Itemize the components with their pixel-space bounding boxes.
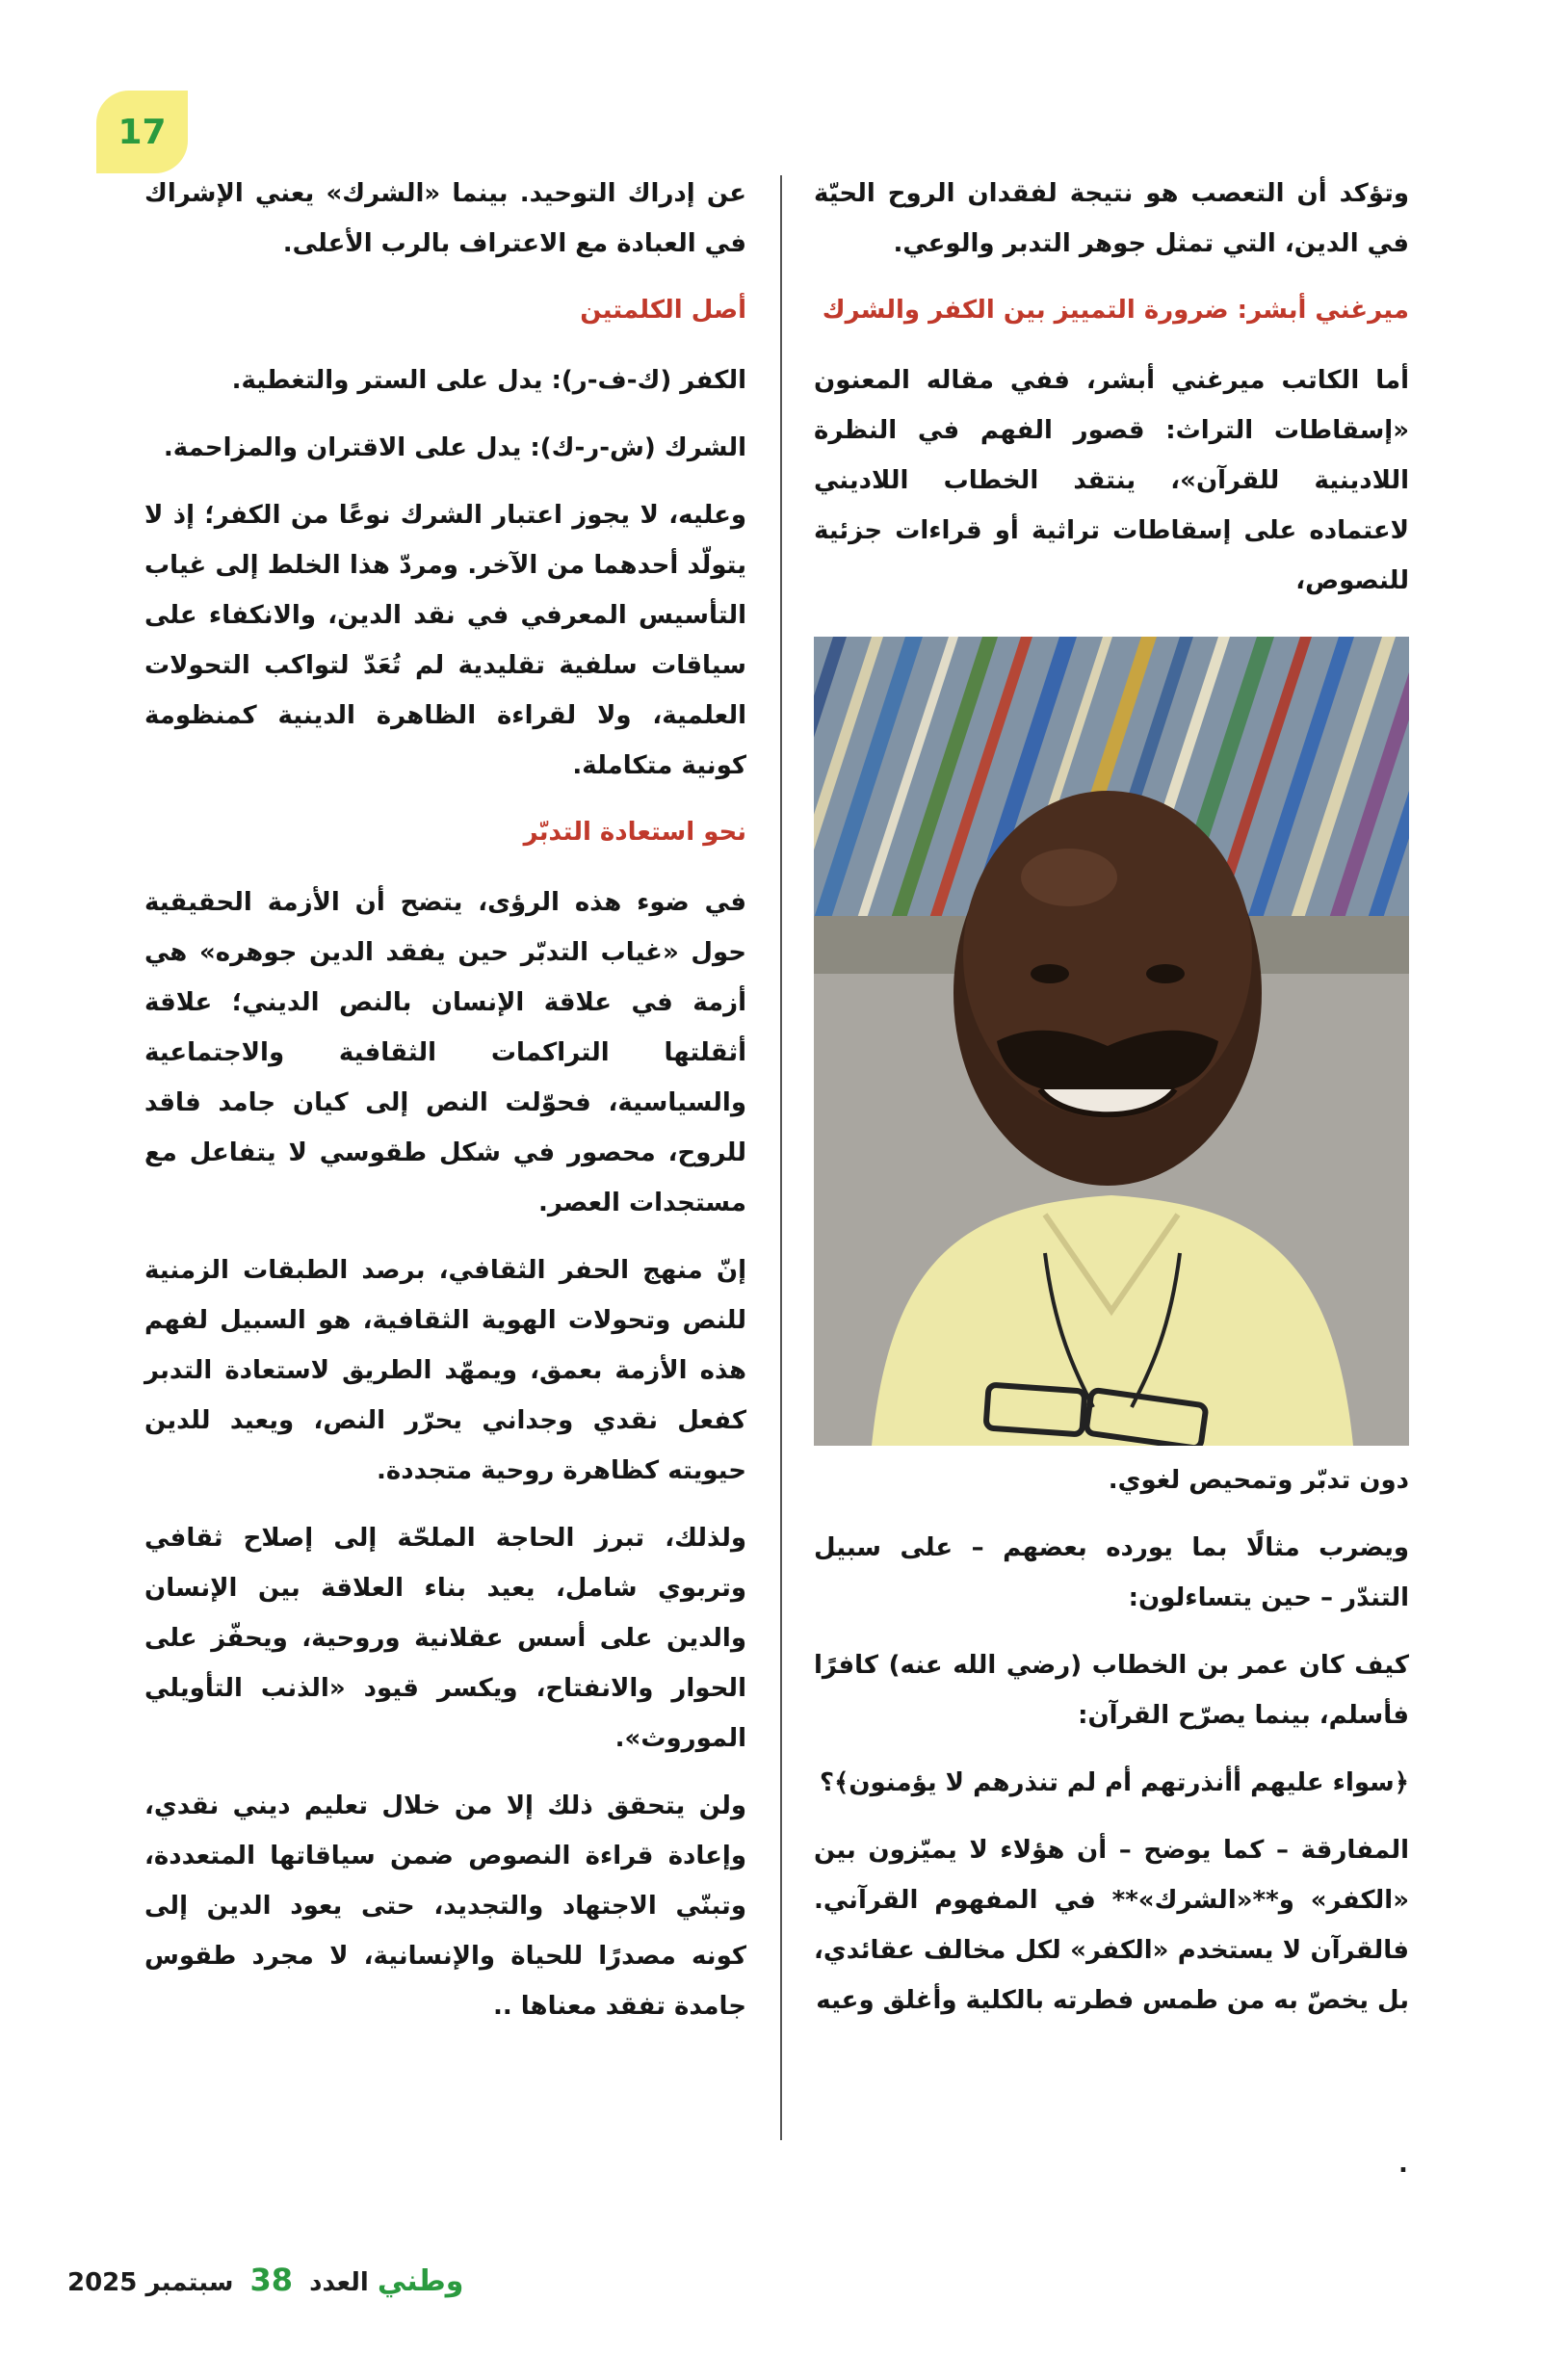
magazine-name: وطني [377,2264,464,2298]
right-column [814,169,1409,2043]
page-number: 17 [118,112,167,152]
quran-verse: ﴿سواء عليهم أأنذرتهم أم لم تنذرهم لا يؤمنون﴾؟ [820,1768,1409,1797]
definition-kufr: الكفر (ك-ف-ر): يدل على الستر والتغطية. [231,366,746,395]
paragraph: أما الكاتب ميرغني أبشر، ففي مقاله المعنون «إسقاطات التراث: قصور الفهم في النظرة اللادينية للقرآن»، ينتقد الخطاب اللاديني لاعتماده على إسقاطات تراثية أو قراءات جزئية للنصوص، [814,366,1409,595]
section-heading: ميرغني أبشر: ضرورة التمييز بين الكفر والشرك [822,296,1409,325]
page-footer [67,2262,463,2298]
issue-month: سبتمبر [145,2268,234,2297]
page-number-badge [96,91,188,173]
issue-year: 2025 [67,2268,138,2297]
definition-shirk: الشرك (ش-ر-ك): يدل على الاقتران والمزاحمة. [163,433,746,462]
left-column [144,169,746,2049]
paragraph: ويضرب مثالًا بما يورده بعضهم – على سبيل التندّر – حين يتساءلون: [814,1533,1409,1612]
paragraph: ولذلك، تبرز الحاجة الملحّة إلى إصلاح ثقافي وتربوي شامل، يعيد بناء العلاقة بين الإنسان والدين على أسس عقلانية وروحية، ويحفّز على الحوار والانفتاح، ويكسر قيود «الذنب التأويلي الموروث». [144,1524,746,1753]
paragraph: في ضوء هذه الرؤى، يتضح أن الأزمة الحقيقية حول «غياب التدبّر حين يفقد الدين جوهره» هي أزمة في علاقة الإنسان بالنص الديني؛ علاقة أثقلتها التراكمات الثقافية والاجتماعية والسياسية، فحوّلت النص إلى كيان جامد فاقد للروح، محصور في شكل طقوسي لا يتفاعل مع مستجدات العصر. [144,888,746,1217]
paragraph: وتؤكد أن التعصب هو نتيجة لفقدان الروح الحيّة في الدين، التي تمثل جوهر التدبر والوعي. [814,179,1409,258]
issue-label: العدد [309,2268,369,2297]
author-photo [814,637,1409,1446]
portrait-illustration [814,637,1409,1446]
end-mark: . [1398,2150,1408,2179]
photo-caption: دون تدبّر وتمحيص لغوي. [1108,1466,1409,1495]
paragraph: المفارقة – كما يوضح – أن هؤلاء لا يميّزون بين «الكفر» و**«الشرك»** في المفهوم القرآني. فالقرآن لا يستخدم «الكفر» لكل مخالف عقائدي، بل يخصّ به من طمس فطرته بالكلية وأغلق وعيه [814,1836,1409,2015]
column-divider [780,175,782,2140]
issue-number: 38 [249,2262,294,2298]
paragraph: كيف كان عمر بن الخطاب (رضي الله عنه) كافرًا فأسلم، بينما يصرّح القرآن: [814,1651,1409,1730]
section-heading: أصل الكلمتين [580,296,746,325]
paragraph: ولن يتحقق ذلك إلا من خلال تعليم ديني نقدي، وإعادة قراءة النصوص ضمن سياقاتها المتعددة، وتبنّي الاجتهاد والتجديد، حتى يعود الدين إلى كونه مصدرًا للحياة والإنسانية، لا مجرد طقوس جامدة تفقد معناها .. [144,1792,746,2021]
paragraph: إنّ منهج الحفر الثقافي، برصد الطبقات الزمنية للنص وتحولات الهوية الثقافية، هو السبيل لفهم هذه الأزمة بعمق، ويمهّد الطريق لاستعادة التدبر كفعل نقدي وجداني يحرّر النص، ويعيد للدين حيويته كظاهرة روحية متجددة. [144,1256,746,1485]
paragraph: وعليه، لا يجوز اعتبار الشرك نوعًا من الكفر؛ إذ لا يتولّد أحدهما من الآخر. ومردّ هذا الخلط إلى غياب التأسيس المعرفي في نقد الدين، والانكفاء على سياقات سلفية تقليدية لم تُعَدّ لتواكب التحولات العلمية، ولا لقراءة الظاهرة الدينية كمنظومة كونية متكاملة. [144,501,746,780]
section-heading: نحو استعادة التدبّر [523,818,746,847]
paragraph: عن إدراك التوحيد. بينما «الشرك» يعني الإشراك في العبادة مع الاعتراف بالرب الأعلى. [144,179,746,258]
